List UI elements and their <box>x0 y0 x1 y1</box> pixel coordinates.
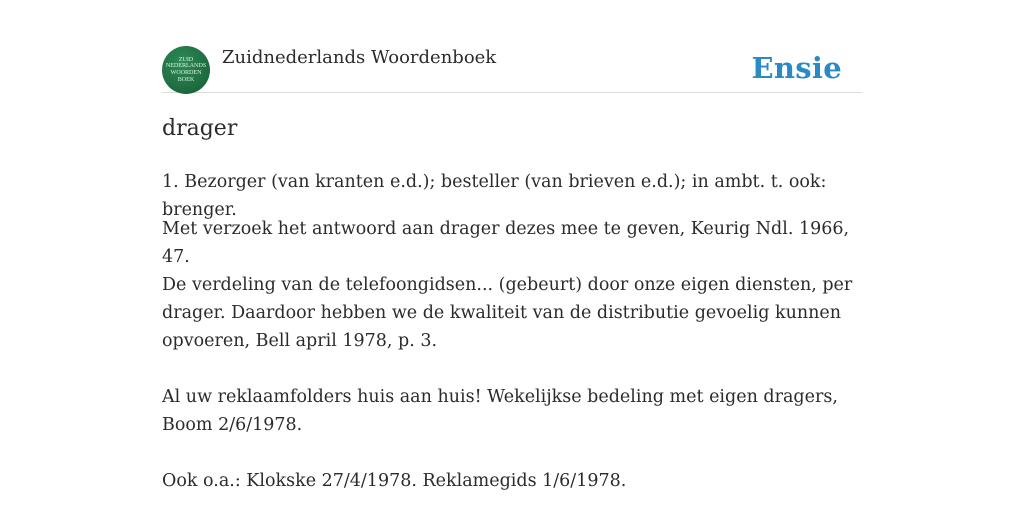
definition-text: 1. Bezorger (van kranten e.d.); besteller (van brieven e.d.); in ambt. t. ook: brenger. <box>162 172 827 220</box>
logo-line: WOORDEN <box>170 69 202 76</box>
brand-logo[interactable]: Ensie <box>751 51 842 85</box>
logo-line: ZUID <box>178 55 194 63</box>
site-header <box>162 44 862 93</box>
example-quote: Met verzoek het antwoord aan drager dezes mee te geven, Keurig Ndl. 1966, 47. <box>162 219 850 267</box>
example-quote: Al uw reklaamfolders huis aan huis! Wekelijkse bedeling met eigen dragers, Boom 2/6/1978. <box>162 387 838 435</box>
example-quote: De verdeling van de telefoongidsen... (gebeurt) door onze eigen diensten, per drager. Daardoor hebben we de kwaliteit van de distributie gevoelig kunnen opvoeren, Bell april 1978, p. 3. <box>162 275 853 351</box>
logo-line: BOEK <box>177 75 195 83</box>
dictionary-logo[interactable] <box>162 46 210 94</box>
logo-line: NEDERLANDS <box>165 62 207 70</box>
example-quote: Ook o.a.: Klokske 27/4/1978. Reklamegids 1/6/1978. <box>162 471 627 491</box>
dictionary-name[interactable]: Zuidnederlands Woordenboek <box>222 47 497 68</box>
page-title: drager <box>162 116 238 141</box>
